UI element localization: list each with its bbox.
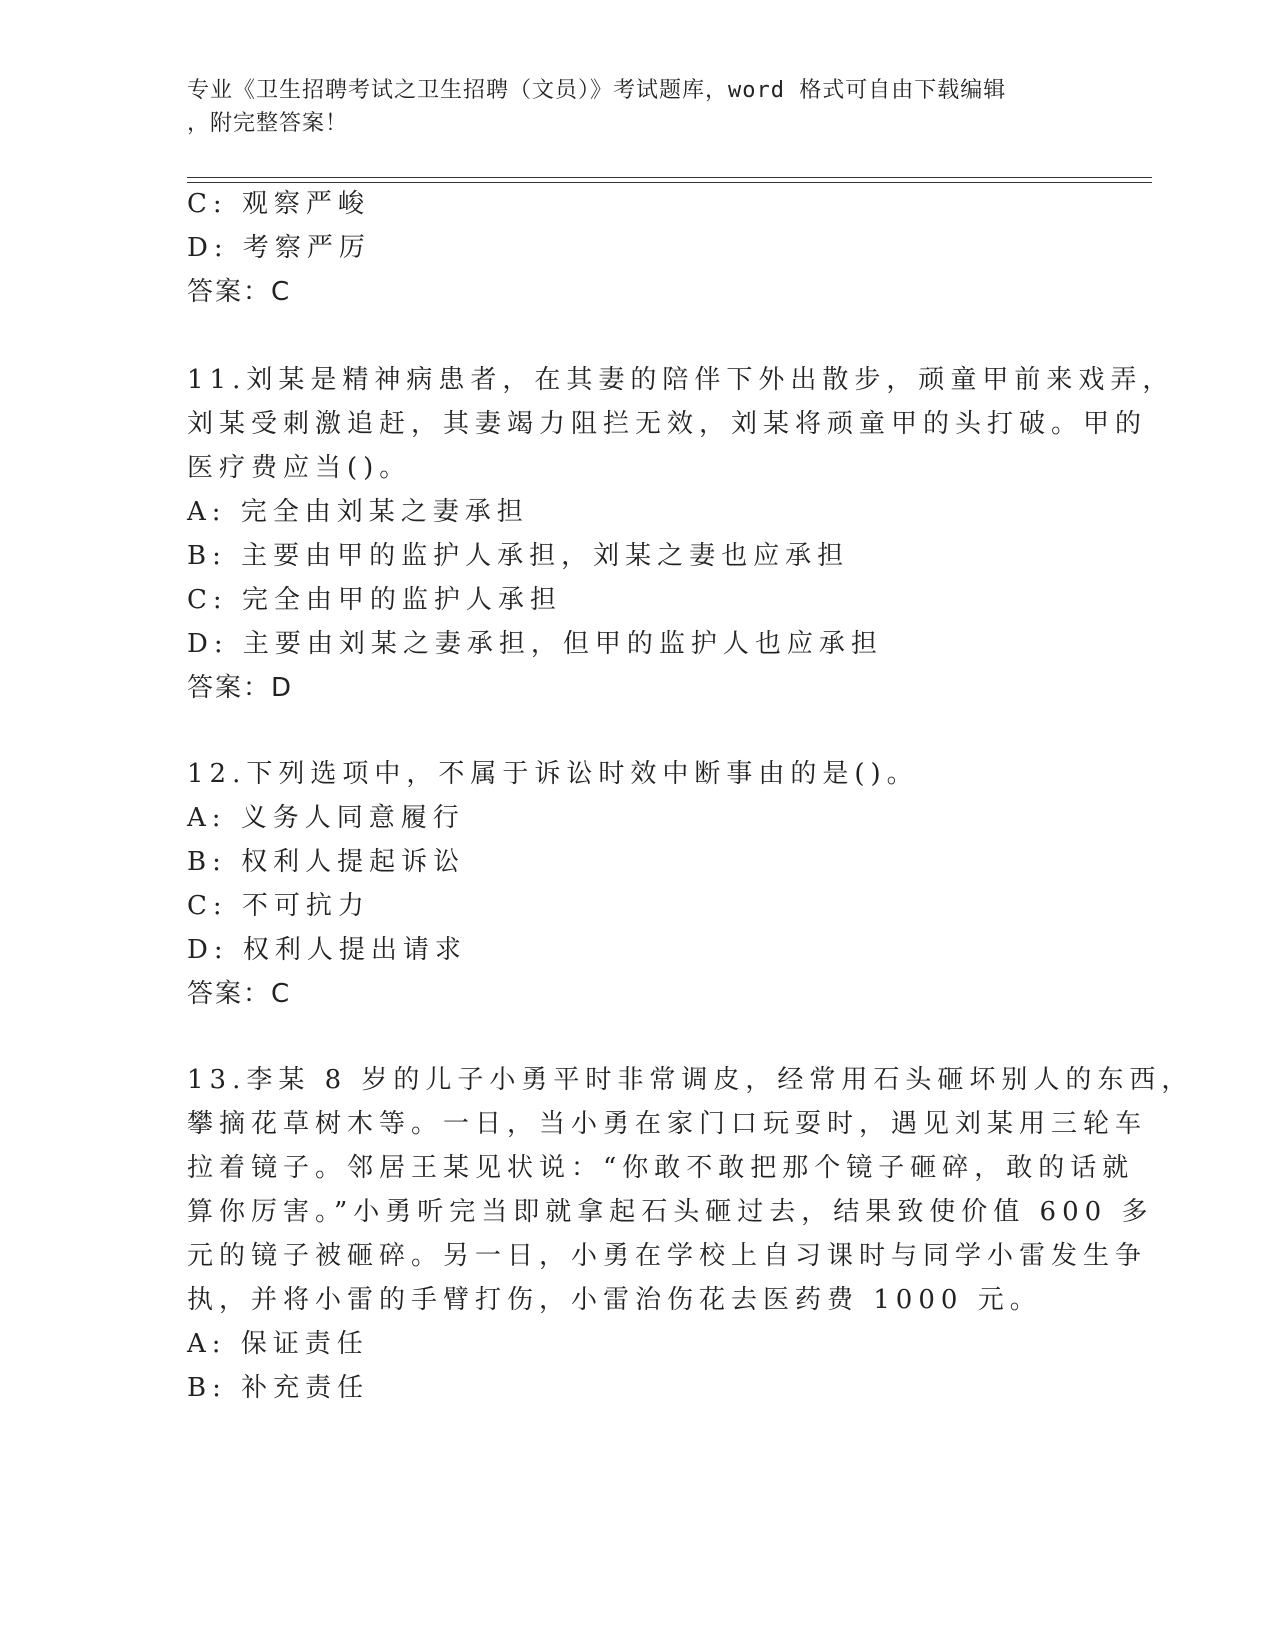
header-divider xyxy=(187,177,1152,178)
header-title-line: ，附完整答案！ xyxy=(187,111,349,136)
option-a: A: 义务人同意履行 xyxy=(187,803,465,833)
question-stem-line: 拉着镜子。邻居王某见状说：“你敢不敢把那个镜子砸碎，敢的话就 xyxy=(187,1153,1135,1183)
question-stem-line: 攀摘花草树木等。一日，当小勇在家门口玩耍时，遇见刘某用三轮车 xyxy=(187,1109,1148,1139)
question-stem-line: 刘某受刺激追赶，其妻竭力阻拦无效，刘某将顽童甲的头打破。甲的 xyxy=(187,409,1148,439)
question-stem-line: 元的镜子被砸碎。另一日，小勇在学校上自习课时与同学小雷发生争 xyxy=(187,1241,1148,1271)
question-stem-line: 算你厉害。”小勇听完当即就拿起石头砸过去，结果致使价值 600 多 xyxy=(187,1197,1154,1227)
option-d: D: 考察严厉 xyxy=(187,233,371,263)
option-d: D: 主要由刘某之妻承担，但甲的监护人也应承担 xyxy=(187,629,883,659)
option-b: B: 主要由甲的监护人承担，刘某之妻也应承担 xyxy=(187,541,850,571)
option-b: B: 权利人提起诉讼 xyxy=(187,847,466,877)
document-header xyxy=(187,74,1067,140)
question-stem-line: 11.刘某是精神病患者，在其妻的陪伴下外出散步，顽童甲前来戏弄， xyxy=(187,365,1175,395)
question-stem-line: 12.下列选项中，不属于诉讼时效中断事由的是()。 xyxy=(187,759,919,789)
option-c: C: 完全由甲的监护人承担 xyxy=(187,585,562,615)
header-title-line: 专业《卫生招聘考试之卫生招聘（文员）》考试题库，word 格式可自由下载编辑 xyxy=(187,78,1007,103)
question-stem-line: 医疗费应当()。 xyxy=(187,453,412,483)
option-c: C: 观察严峻 xyxy=(187,189,370,219)
header-divider xyxy=(187,182,1152,183)
question-stem-line: 13.李某 8 岁的儿子小勇平时非常调皮，经常用石头砸坏别人的东西， xyxy=(187,1065,1194,1095)
answer: 答案：D xyxy=(187,673,294,703)
option-a: A: 保证责任 xyxy=(187,1329,369,1359)
option-b: B: 补充责任 xyxy=(187,1373,370,1403)
answer: 答案：C xyxy=(187,979,292,1009)
option-a: A: 完全由刘某之妻承担 xyxy=(187,497,529,527)
option-c: C: 不可抗力 xyxy=(187,891,370,921)
answer: 答案：C xyxy=(187,277,292,307)
question-stem-line: 执，并将小雷的手臂打伤，小雷治伤花去医药费 1000 元。 xyxy=(187,1285,1042,1315)
option-d: D: 权利人提出请求 xyxy=(187,935,467,965)
